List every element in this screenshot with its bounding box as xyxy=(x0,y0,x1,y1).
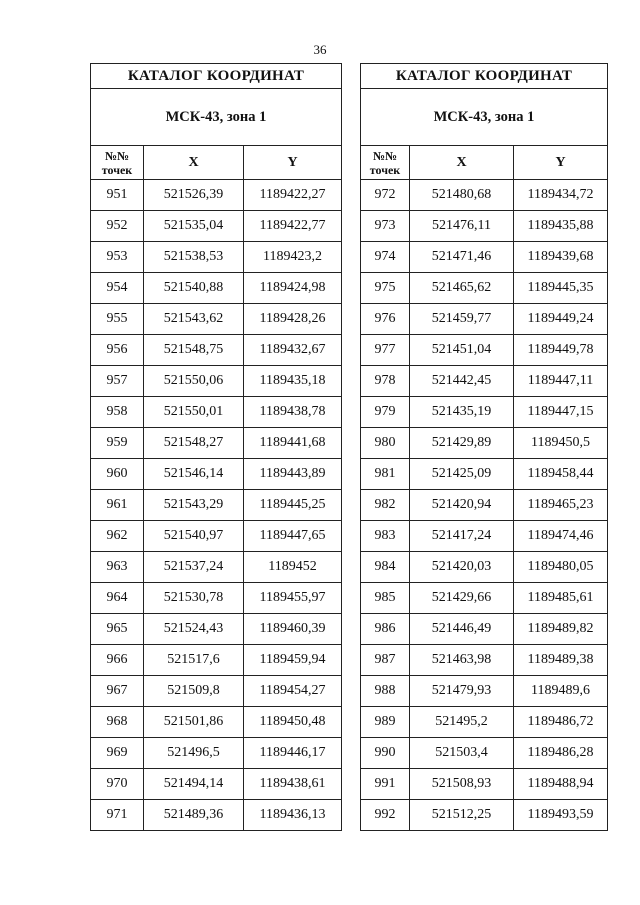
cell-y: 1189485,61 xyxy=(514,583,608,614)
catalog-rows xyxy=(361,180,608,831)
cell-y: 1189450,48 xyxy=(244,707,342,738)
cell-point-number: 979 xyxy=(361,397,410,428)
table-row xyxy=(361,614,608,645)
table-row xyxy=(361,645,608,676)
table-row xyxy=(361,242,608,273)
cell-x: 521517,6 xyxy=(144,645,244,676)
cell-x: 521495,2 xyxy=(410,707,514,738)
cell-x: 521480,68 xyxy=(410,180,514,211)
cell-point-number: 953 xyxy=(91,242,144,273)
cell-point-number: 975 xyxy=(361,273,410,304)
cell-point-number: 977 xyxy=(361,335,410,366)
table-row xyxy=(91,552,342,583)
cell-x: 521524,43 xyxy=(144,614,244,645)
cell-y: 1189422,77 xyxy=(244,211,342,242)
cell-y: 1189446,17 xyxy=(244,738,342,769)
cell-y: 1189459,94 xyxy=(244,645,342,676)
table-row xyxy=(361,676,608,707)
cell-x: 521417,24 xyxy=(410,521,514,552)
table-row xyxy=(361,521,608,552)
cell-x: 521446,49 xyxy=(410,614,514,645)
table-row xyxy=(91,211,342,242)
cell-x: 521420,94 xyxy=(410,490,514,521)
cell-y: 1189424,98 xyxy=(244,273,342,304)
cell-x: 521503,4 xyxy=(410,738,514,769)
cell-x: 521435,19 xyxy=(410,397,514,428)
cell-point-number: 957 xyxy=(91,366,144,397)
cell-point-number: 976 xyxy=(361,304,410,335)
cell-point-number: 985 xyxy=(361,583,410,614)
cell-y: 1189432,67 xyxy=(244,335,342,366)
cell-point-number: 990 xyxy=(361,738,410,769)
cell-y: 1189439,68 xyxy=(514,242,608,273)
table-row xyxy=(361,273,608,304)
catalog-rows xyxy=(91,180,342,831)
cell-point-number: 960 xyxy=(91,459,144,490)
cell-x: 521537,24 xyxy=(144,552,244,583)
cell-y: 1189445,35 xyxy=(514,273,608,304)
cell-x: 521512,25 xyxy=(410,800,514,831)
cell-y: 1189438,78 xyxy=(244,397,342,428)
catalog-subtitle: МСК-43, зона 1 xyxy=(91,89,342,146)
cell-point-number: 951 xyxy=(91,180,144,211)
cell-x: 521463,98 xyxy=(410,645,514,676)
table-row xyxy=(91,800,342,831)
cell-y: 1189455,97 xyxy=(244,583,342,614)
cell-x: 521420,03 xyxy=(410,552,514,583)
cell-x: 521459,77 xyxy=(410,304,514,335)
column-header-point-number: №№ точек xyxy=(361,146,410,180)
cell-x: 521501,86 xyxy=(144,707,244,738)
cell-x: 521476,11 xyxy=(410,211,514,242)
cell-y: 1189450,5 xyxy=(514,428,608,459)
cell-point-number: 983 xyxy=(361,521,410,552)
catalog-title: КАТАЛОГ КООРДИНАТ xyxy=(361,64,608,89)
cell-point-number: 984 xyxy=(361,552,410,583)
cell-x: 521479,93 xyxy=(410,676,514,707)
catalog-subtitle: МСК-43, зона 1 xyxy=(361,89,608,146)
cell-y: 1189438,61 xyxy=(244,769,342,800)
cell-x: 521429,66 xyxy=(410,583,514,614)
cell-point-number: 988 xyxy=(361,676,410,707)
cell-y: 1189488,94 xyxy=(514,769,608,800)
table-row xyxy=(361,335,608,366)
cell-point-number: 954 xyxy=(91,273,144,304)
cell-point-number: 961 xyxy=(91,490,144,521)
cell-y: 1189489,82 xyxy=(514,614,608,645)
table-row xyxy=(91,645,342,676)
table-row xyxy=(361,769,608,800)
cell-x: 521471,46 xyxy=(410,242,514,273)
cell-y: 1189460,39 xyxy=(244,614,342,645)
table-row xyxy=(91,273,342,304)
table-row xyxy=(361,428,608,459)
table-row xyxy=(91,490,342,521)
cell-point-number: 982 xyxy=(361,490,410,521)
table-row xyxy=(91,614,342,645)
cell-x: 521540,88 xyxy=(144,273,244,304)
cell-x: 521508,93 xyxy=(410,769,514,800)
cell-x: 521550,01 xyxy=(144,397,244,428)
cell-y: 1189435,18 xyxy=(244,366,342,397)
cell-point-number: 986 xyxy=(361,614,410,645)
cell-point-number: 958 xyxy=(91,397,144,428)
cell-x: 521494,14 xyxy=(144,769,244,800)
cell-y: 1189423,2 xyxy=(244,242,342,273)
cell-point-number: 980 xyxy=(361,428,410,459)
cell-point-number: 981 xyxy=(361,459,410,490)
cell-point-number: 992 xyxy=(361,800,410,831)
cell-point-number: 967 xyxy=(91,676,144,707)
cell-y: 1189458,44 xyxy=(514,459,608,490)
cell-x: 521543,62 xyxy=(144,304,244,335)
table-row xyxy=(361,304,608,335)
cell-x: 521429,89 xyxy=(410,428,514,459)
cell-point-number: 991 xyxy=(361,769,410,800)
table-row xyxy=(361,800,608,831)
cell-y: 1189489,6 xyxy=(514,676,608,707)
cell-y: 1189454,27 xyxy=(244,676,342,707)
cell-x: 521540,97 xyxy=(144,521,244,552)
cell-point-number: 972 xyxy=(361,180,410,211)
cell-x: 521509,8 xyxy=(144,676,244,707)
table-row xyxy=(91,242,342,273)
cell-point-number: 987 xyxy=(361,645,410,676)
table-row xyxy=(361,180,608,211)
table-row xyxy=(91,397,342,428)
cell-y: 1189449,78 xyxy=(514,335,608,366)
cell-y: 1189489,38 xyxy=(514,645,608,676)
cell-x: 521496,5 xyxy=(144,738,244,769)
page-number: 36 xyxy=(313,42,327,57)
cell-x: 521538,53 xyxy=(144,242,244,273)
cell-x: 521530,78 xyxy=(144,583,244,614)
cell-point-number: 963 xyxy=(91,552,144,583)
table-row xyxy=(361,459,608,490)
table-row xyxy=(91,583,342,614)
cell-point-number: 970 xyxy=(91,769,144,800)
table-row xyxy=(91,180,342,211)
coordinate-catalog-left xyxy=(90,63,342,831)
cell-y: 1189443,89 xyxy=(244,459,342,490)
table-row xyxy=(91,459,342,490)
cell-point-number: 989 xyxy=(361,707,410,738)
cell-x: 521548,75 xyxy=(144,335,244,366)
column-header-point-number: №№ точек xyxy=(91,146,144,180)
table-row xyxy=(91,304,342,335)
column-header-y: Y xyxy=(514,146,608,180)
table-row xyxy=(91,676,342,707)
cell-point-number: 964 xyxy=(91,583,144,614)
cell-x: 521546,14 xyxy=(144,459,244,490)
table-row xyxy=(361,211,608,242)
cell-point-number: 973 xyxy=(361,211,410,242)
table-row xyxy=(361,397,608,428)
cell-y: 1189447,65 xyxy=(244,521,342,552)
cell-y: 1189436,13 xyxy=(244,800,342,831)
cell-x: 521548,27 xyxy=(144,428,244,459)
coordinate-catalog-right xyxy=(360,63,608,831)
cell-x: 521425,09 xyxy=(410,459,514,490)
cell-y: 1189465,23 xyxy=(514,490,608,521)
table-row xyxy=(361,552,608,583)
cell-point-number: 955 xyxy=(91,304,144,335)
cell-x: 521535,04 xyxy=(144,211,244,242)
cell-point-number: 965 xyxy=(91,614,144,645)
cell-point-number: 952 xyxy=(91,211,144,242)
table-row xyxy=(361,738,608,769)
column-header-y: Y xyxy=(244,146,342,180)
cell-x: 521526,39 xyxy=(144,180,244,211)
cell-y: 1189449,24 xyxy=(514,304,608,335)
cell-point-number: 974 xyxy=(361,242,410,273)
table-row xyxy=(361,366,608,397)
cell-x: 521489,36 xyxy=(144,800,244,831)
cell-y: 1189435,88 xyxy=(514,211,608,242)
column-header-x: X xyxy=(144,146,244,180)
table-row xyxy=(361,707,608,738)
cell-y: 1189447,15 xyxy=(514,397,608,428)
cell-point-number: 956 xyxy=(91,335,144,366)
cell-y: 1189480,05 xyxy=(514,552,608,583)
cell-y: 1189445,25 xyxy=(244,490,342,521)
cell-x: 521451,04 xyxy=(410,335,514,366)
cell-y: 1189447,11 xyxy=(514,366,608,397)
cell-y: 1189452 xyxy=(244,552,342,583)
cell-point-number: 966 xyxy=(91,645,144,676)
cell-x: 521543,29 xyxy=(144,490,244,521)
cell-point-number: 962 xyxy=(91,521,144,552)
cell-y: 1189422,27 xyxy=(244,180,342,211)
cell-x: 521550,06 xyxy=(144,366,244,397)
cell-point-number: 968 xyxy=(91,707,144,738)
cell-y: 1189486,72 xyxy=(514,707,608,738)
table-row xyxy=(361,490,608,521)
cell-point-number: 959 xyxy=(91,428,144,459)
table-row xyxy=(91,769,342,800)
cell-x: 521442,45 xyxy=(410,366,514,397)
cell-y: 1189434,72 xyxy=(514,180,608,211)
table-row xyxy=(91,738,342,769)
table-row xyxy=(91,521,342,552)
catalog-title: КАТАЛОГ КООРДИНАТ xyxy=(91,64,342,89)
cell-x: 521465,62 xyxy=(410,273,514,304)
cell-y: 1189493,59 xyxy=(514,800,608,831)
table-row xyxy=(91,428,342,459)
cell-y: 1189441,68 xyxy=(244,428,342,459)
column-header-x: X xyxy=(410,146,514,180)
cell-point-number: 978 xyxy=(361,366,410,397)
cell-y: 1189428,26 xyxy=(244,304,342,335)
cell-y: 1189474,46 xyxy=(514,521,608,552)
cell-point-number: 969 xyxy=(91,738,144,769)
table-row xyxy=(91,707,342,738)
table-row xyxy=(91,335,342,366)
table-row xyxy=(91,366,342,397)
cell-y: 1189486,28 xyxy=(514,738,608,769)
cell-point-number: 971 xyxy=(91,800,144,831)
table-row xyxy=(361,583,608,614)
